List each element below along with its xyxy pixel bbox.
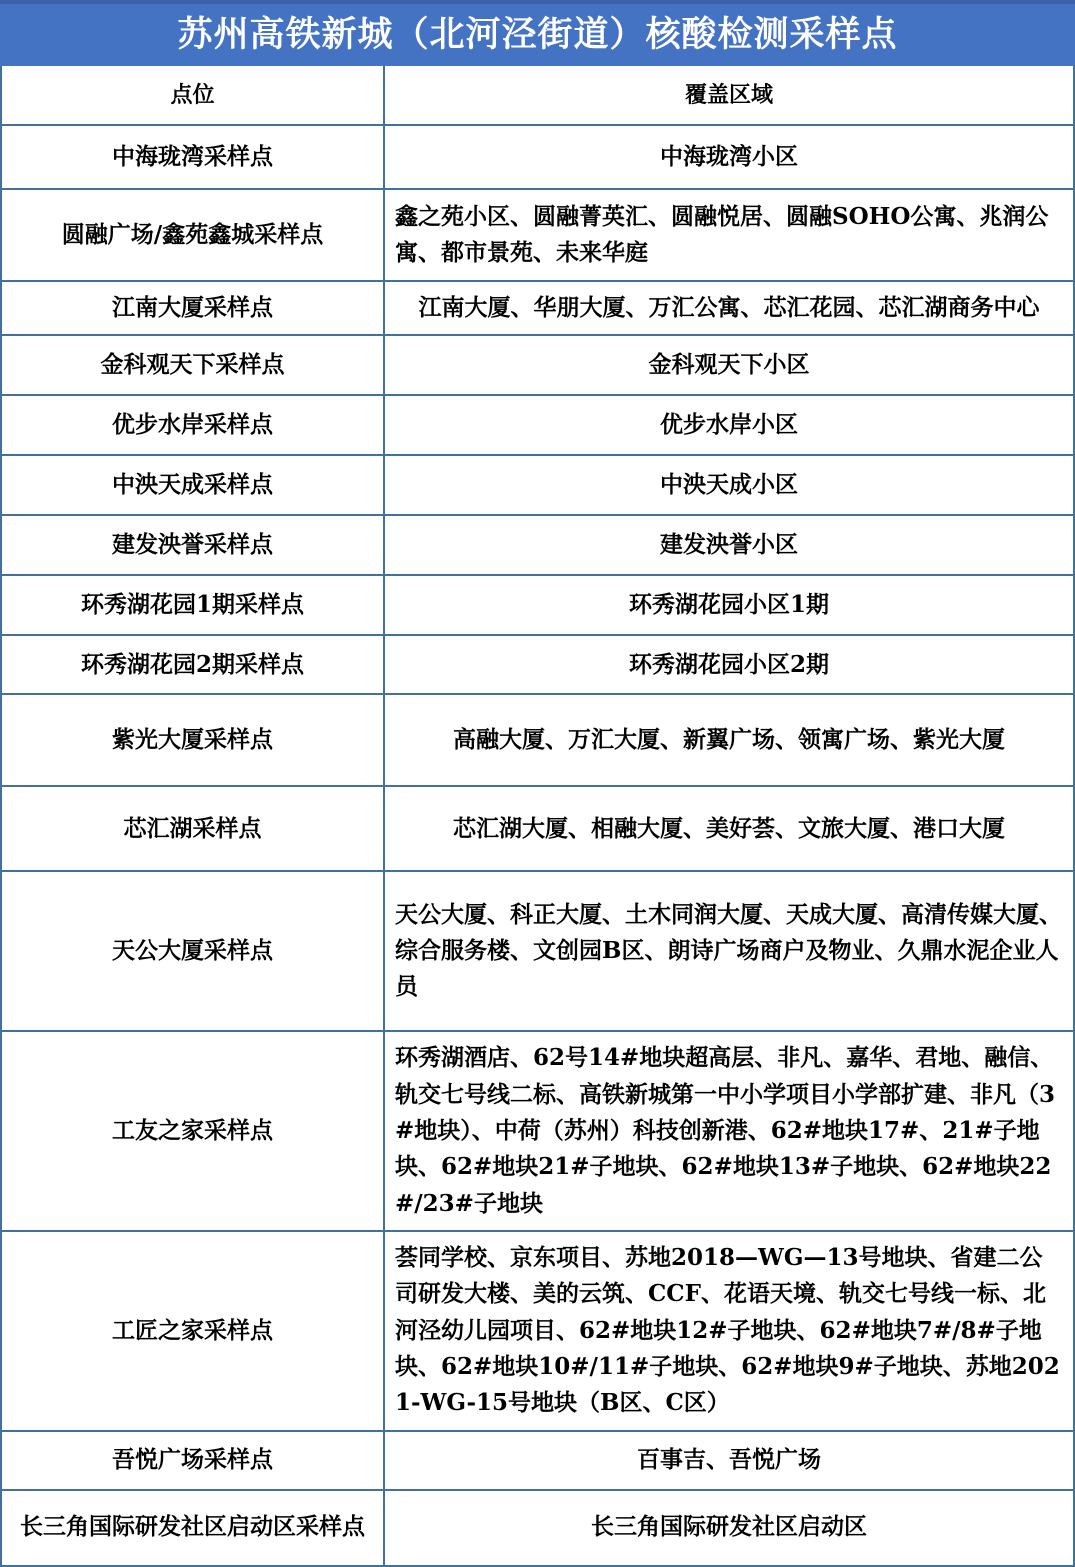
table-row xyxy=(2,280,1073,334)
area-cell: 荟同学校、京东项目、苏地2018—WG—13号地块、省建二公司研发大楼、美的云筑、CCF、花语天境、轨交七号线一标、北河泾幼儿园项目、62#地块12#子地块、62#地块7#/8#子地块、62#地块10#/11#子地块、62#地块9#子地块、苏地2021-WG-15号地块（B区、C区） xyxy=(383,1232,1073,1430)
point-cell: 天公大厦采样点 xyxy=(112,937,273,965)
point-cell: 长三角国际研发社区启动区采样点 xyxy=(20,1513,365,1541)
area-cell: 百事吉、吾悦广场 xyxy=(383,1432,1073,1489)
sampling-table xyxy=(0,66,1075,1567)
area-cell: 芯汇湖大厦、相融大厦、美好荟、文旅大厦、港口大厦 xyxy=(383,787,1073,870)
table-row xyxy=(2,124,1073,188)
point-cell: 吾悦广场采样点 xyxy=(112,1445,273,1473)
table-row xyxy=(2,634,1073,693)
point-cell: 金科观天下采样点 xyxy=(100,351,285,379)
table-row xyxy=(2,574,1073,634)
point-cell: 工匠之家采样点 xyxy=(112,1316,273,1344)
table-row xyxy=(2,785,1073,870)
table-row xyxy=(2,1489,1073,1565)
table-row xyxy=(2,454,1073,514)
point-cell: 建发泱誉采样点 xyxy=(112,531,273,559)
table-row xyxy=(2,693,1073,785)
point-cell: 环秀湖花园2期采样点 xyxy=(80,650,304,678)
area-cell: 鑫之苑小区、圆融菁英汇、圆融悦居、圆融SOHO公寓、兆润公寓、都市景苑、未来华庭 xyxy=(383,190,1073,280)
table-header-row xyxy=(2,66,1073,124)
area-cell: 中泱天成小区 xyxy=(383,456,1073,514)
area-cell: 中海珑湾小区 xyxy=(383,126,1073,188)
table-row xyxy=(2,1230,1073,1430)
point-cell: 紫光大厦采样点 xyxy=(112,726,273,754)
table-row xyxy=(2,514,1073,574)
point-cell: 中泱天成采样点 xyxy=(112,471,273,499)
table-row xyxy=(2,334,1073,394)
point-cell: 环秀湖花园1期采样点 xyxy=(80,591,304,619)
area-cell: 环秀湖酒店、62号14#地块超高层、非凡、嘉华、君地、融信、轨交七号线二标、高铁新城第一中小学项目小学部扩建、非凡（3#地块）、中荷（苏州）科技创新港、62#地块17#、21#子地块、62#地块21#子地块、62#地块13#子地块、62#地块22#/23#子地块 xyxy=(383,1032,1073,1230)
point-cell: 工友之家采样点 xyxy=(112,1116,273,1144)
point-cell: 优步水岸采样点 xyxy=(112,411,273,439)
area-cell: 优步水岸小区 xyxy=(383,396,1073,454)
point-cell: 芯汇湖采样点 xyxy=(123,814,262,842)
area-cell: 江南大厦、华朋大厦、万汇公寓、芯汇花园、芯汇湖商务中心 xyxy=(383,282,1073,334)
area-cell: 金科观天下小区 xyxy=(383,336,1073,394)
area-cell: 天公大厦、科正大厦、土木同润大厦、天成大厦、高清传媒大厦、综合服务楼、文创园B区、朗诗广场商户及物业、久鼎水泥企业人员 xyxy=(383,872,1073,1030)
table-row xyxy=(2,1430,1073,1489)
table-row xyxy=(2,1030,1073,1230)
area-cell: 长三角国际研发社区启动区 xyxy=(383,1491,1073,1565)
header-point-column: 点位 xyxy=(170,81,215,108)
table-row xyxy=(2,870,1073,1030)
area-cell: 环秀湖花园小区2期 xyxy=(383,636,1073,693)
page-title: 苏州高铁新城（北河泾街道）核酸检测采样点 xyxy=(0,0,1075,66)
area-cell: 高融大厦、万汇大厦、新翼广场、领寓广场、紫光大厦 xyxy=(383,695,1073,785)
point-cell: 江南大厦采样点 xyxy=(112,294,273,321)
table-row xyxy=(2,394,1073,454)
point-cell: 中海珑湾采样点 xyxy=(112,142,273,170)
area-cell: 环秀湖花园小区1期 xyxy=(383,576,1073,634)
point-cell: 圆融广场/鑫苑鑫城采样点 xyxy=(61,220,324,248)
area-cell: 建发泱誉小区 xyxy=(383,516,1073,574)
header-area-column: 覆盖区域 xyxy=(383,66,1073,124)
table-row xyxy=(2,188,1073,280)
